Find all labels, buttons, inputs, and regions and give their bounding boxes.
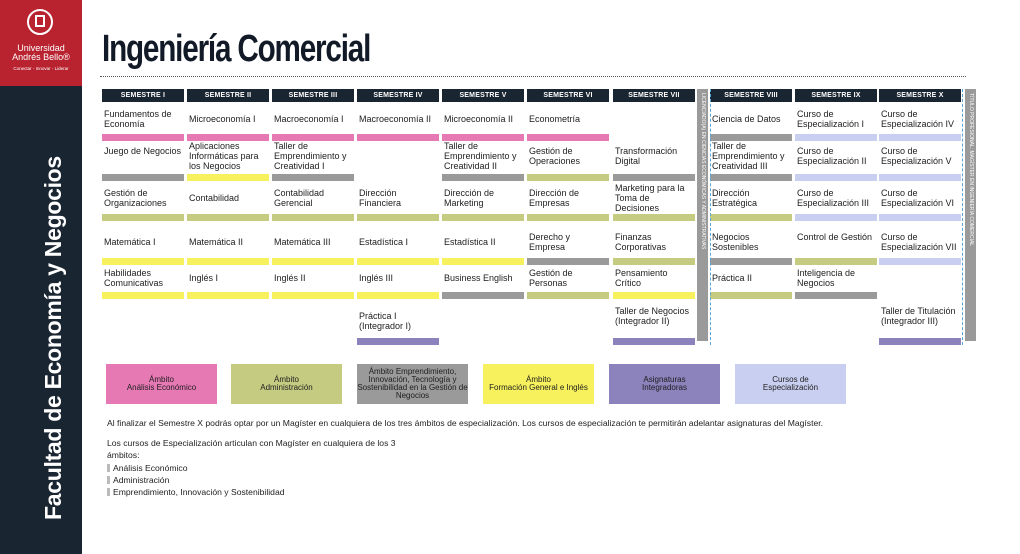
- legend-label: Ámbito Administración: [260, 375, 313, 392]
- ambito-color-bar: [527, 134, 609, 141]
- course-name: Business English: [444, 273, 513, 283]
- ambito-color-bar: [272, 174, 354, 181]
- note-articulation-ambitos: ámbitos:: [107, 450, 140, 460]
- semester-header: SEMESTRE X: [879, 89, 961, 102]
- ambito-color-bar: [272, 214, 354, 221]
- course-name: Derecho y Empresa: [529, 232, 571, 252]
- ambito-list-item: Emprendimiento, Innovación y Sostenibilidad: [107, 487, 285, 497]
- ambito-color-bar: [710, 214, 792, 221]
- ambito-color-bar: [879, 338, 961, 345]
- course-name: Dirección Financiera: [359, 188, 402, 208]
- bullet-icon: [107, 464, 110, 472]
- course-name: Finanzas Corporativas: [615, 232, 667, 252]
- ambito-list-item: Administración: [107, 475, 169, 485]
- course-name: Gestión de Operaciones: [529, 146, 581, 166]
- course-name: Contabilidad: [189, 193, 240, 203]
- semester-header: SEMESTRE I: [102, 89, 184, 102]
- course-name: Matemática I: [104, 237, 156, 247]
- course-name: Ciencia de Datos: [712, 114, 781, 124]
- course-name: Curso de Especialización I: [797, 109, 865, 129]
- ambito-color-bar: [613, 258, 695, 265]
- legend-label: Ámbito Emprendimiento, Innovación, Tecnología y Sostenibilidad en la Gestión de Negocios: [357, 367, 468, 400]
- course-name: Inglés I: [189, 273, 219, 283]
- ambito-color-bar: [710, 134, 792, 141]
- course-name: Microeconomía I: [189, 114, 256, 124]
- ambito-color-bar: [442, 214, 524, 221]
- ambito-color-bar: [710, 258, 792, 265]
- licenciatura-band: [697, 89, 708, 341]
- legend-label: Ámbito Formación General e Inglés: [489, 375, 588, 392]
- ambito-list-item: Análisis Económico: [107, 463, 188, 473]
- course-name: Macroeconomía II: [359, 114, 432, 124]
- shield-icon: [27, 9, 53, 39]
- ambito-color-bar: [187, 174, 269, 181]
- course-name: Taller de Titulación (Integrador III): [881, 306, 956, 326]
- ambito-color-bar: [795, 134, 877, 141]
- course-name: Habilidades Comunicativas: [104, 268, 164, 288]
- legend-item: [609, 364, 720, 404]
- course-name: Matemática III: [274, 237, 331, 247]
- course-name: Dirección de Empresas: [529, 188, 580, 208]
- course-name: Fundamentos de Economía: [104, 109, 172, 129]
- course-name: Taller de Emprendimiento y Creatividad I: [274, 141, 347, 171]
- ambito-color-bar: [442, 134, 524, 141]
- course-name: Curso de Especialización III: [797, 188, 870, 208]
- ambito-color-bar: [102, 292, 184, 299]
- ambito-color-bar: [102, 134, 184, 141]
- legend-label: Cursos de Especialización: [762, 375, 819, 392]
- legend-label: Asignaturas Integradoras: [642, 375, 687, 392]
- course-name: Curso de Especialización IV: [881, 109, 955, 129]
- course-name: Transformación Digital: [615, 146, 678, 166]
- ambito-color-bar: [613, 214, 695, 221]
- legend-item: [231, 364, 342, 404]
- course-name: Práctica II: [712, 273, 753, 283]
- course-name: Taller de Emprendimiento y Creatividad II: [444, 141, 517, 171]
- semester-header: SEMESTRE IV: [357, 89, 439, 102]
- university-tagline: Conectar - Innovar - Liderar: [13, 66, 69, 71]
- course-name: Taller de Emprendimiento y Creatividad III: [712, 141, 785, 171]
- ambito-color-bar: [357, 292, 439, 299]
- ambito-color-bar: [357, 338, 439, 345]
- ambito-color-bar: [357, 134, 439, 141]
- course-name: Inglés III: [359, 273, 394, 283]
- university-logo: [0, 0, 82, 86]
- ambito-color-bar: [357, 214, 439, 221]
- course-name: Curso de Especialización II: [797, 146, 867, 166]
- ambito-color-bar: [272, 134, 354, 141]
- ambito-color-bar: [527, 258, 609, 265]
- ambito-color-bar: [102, 174, 184, 181]
- ambito-color-bar: [187, 134, 269, 141]
- ambito-color-bar: [187, 258, 269, 265]
- ambito-color-bar: [879, 174, 961, 181]
- course-name: Inteligencia de Negocios: [797, 268, 856, 288]
- note-magister: Al finalizar el Semestre X podrás optar por un Magíster en cualquiera de los tres ámbitos de especialización. Los cursos de especialización te permitirán adelantar asignaturas del Magíster.: [107, 418, 824, 428]
- course-name: Matemática II: [189, 237, 244, 247]
- university-name-line2: Andrés Bello®: [12, 52, 70, 62]
- course-name: Curso de Especialización VI: [881, 188, 955, 208]
- title-divider: [100, 76, 966, 77]
- bullet-icon: [107, 476, 110, 484]
- ambito-color-bar: [272, 258, 354, 265]
- ambito-color-bar: [795, 258, 877, 265]
- page-title: Ingeniería Comercial: [102, 28, 371, 70]
- titulo-divider: [962, 89, 963, 345]
- course-name: Macroeconomía I: [274, 114, 344, 124]
- titulo-band: [965, 89, 976, 341]
- course-name: Taller de Negocios (Integrador II): [615, 306, 690, 326]
- legend-item: [106, 364, 217, 404]
- licenciatura-divider: [710, 89, 711, 345]
- bullet-icon: [107, 488, 110, 496]
- semester-header: SEMESTRE VII: [613, 89, 695, 102]
- ambito-color-bar: [879, 214, 961, 221]
- ambito-color-bar: [102, 214, 184, 221]
- ambito-color-bar: [442, 292, 524, 299]
- semester-header: SEMESTRE IX: [795, 89, 877, 102]
- course-name: Dirección de Marketing: [444, 188, 495, 208]
- course-name: Gestión de Personas: [529, 268, 573, 288]
- course-name: Marketing para la Toma de Decisiones: [615, 183, 685, 213]
- sidebar: [0, 0, 82, 554]
- course-name: Control de Gestión: [797, 232, 873, 242]
- course-name: Curso de Especialización V: [881, 146, 952, 166]
- ambito-color-bar: [795, 214, 877, 221]
- ambito-color-bar: [527, 292, 609, 299]
- legend-label: Ámbito Análisis Económico: [126, 375, 197, 392]
- semester-header: SEMESTRE VIII: [710, 89, 792, 102]
- legend-item: [357, 364, 468, 404]
- ambito-color-bar: [710, 174, 792, 181]
- ambito-color-bar: [442, 174, 524, 181]
- course-name: Econometría: [529, 114, 581, 124]
- semester-header: SEMESTRE III: [272, 89, 354, 102]
- legend-item: [735, 364, 846, 404]
- course-name: Juego de Negocios: [104, 146, 182, 156]
- course-name: Práctica I (Integrador I): [359, 311, 412, 331]
- ambito-color-bar: [795, 292, 877, 299]
- ambito-color-bar: [527, 174, 609, 181]
- ambito-color-bar: [357, 258, 439, 265]
- ambito-color-bar: [187, 292, 269, 299]
- course-name: Dirección Estratégica: [712, 188, 758, 208]
- ambito-color-bar: [879, 134, 961, 141]
- course-name: Aplicaciones Informáticas para los Negocios: [189, 141, 259, 171]
- licenciatura-label: LICENCIADO(A) EN CIENCIAS ECONÓMICAS Y ADMINISTRATIVAS: [700, 93, 706, 250]
- ambito-color-bar: [272, 292, 354, 299]
- university-name-line1: Universidad: [17, 43, 65, 53]
- faculty-name: Facultad de Economía y Negocios: [40, 156, 66, 520]
- course-name: Negocios Sostenibles: [712, 232, 759, 252]
- ambito-color-bar: [527, 214, 609, 221]
- semester-header: SEMESTRE VI: [527, 89, 609, 102]
- ambito-color-bar: [442, 258, 524, 265]
- course-name: Inglés II: [274, 273, 306, 283]
- ambito-color-bar: [795, 174, 877, 181]
- ambito-color-bar: [613, 174, 695, 181]
- course-name: Curso de Especialización VII: [881, 232, 957, 252]
- ambito-color-bar: [879, 258, 961, 265]
- ambito-color-bar: [613, 338, 695, 345]
- course-name: Estadística II: [444, 237, 496, 247]
- semester-header: SEMESTRE II: [187, 89, 269, 102]
- course-name: Gestión de Organizaciones: [104, 188, 167, 208]
- course-name: Microeconomía II: [444, 114, 514, 124]
- note-articulation: Los cursos de Especialización articulan con Magíster en cualquiera de los 3: [107, 438, 396, 448]
- ambito-color-bar: [102, 258, 184, 265]
- legend-item: [483, 364, 594, 404]
- course-name: Pensamiento Crítico: [615, 268, 668, 288]
- ambito-color-bar: [613, 292, 695, 299]
- course-name: Estadística I: [359, 237, 409, 247]
- ambito-color-bar: [710, 292, 792, 299]
- course-name: Contabilidad Gerencial: [274, 188, 325, 208]
- ambito-color-bar: [187, 214, 269, 221]
- titulo-label: TÍTULO PROFESIONAL: MAGÍSTER EN INGENIERÍA COMERCIAL: [968, 93, 974, 247]
- semester-header: SEMESTRE V: [442, 89, 524, 102]
